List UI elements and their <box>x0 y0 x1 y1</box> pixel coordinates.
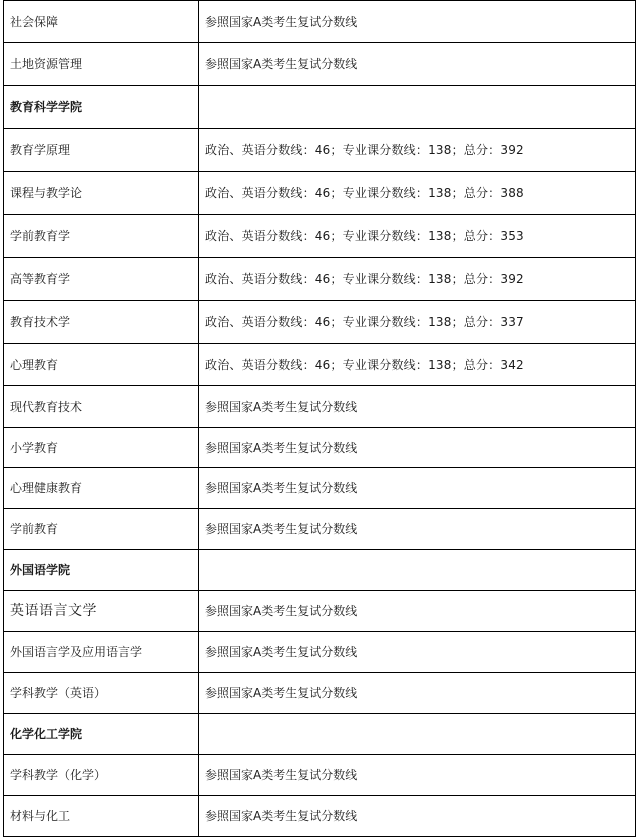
college-header-row <box>4 714 636 755</box>
table-row <box>4 468 636 509</box>
score-cell: 政治、英语分数线：46；专业课分数线：138；总分：337 <box>199 301 636 344</box>
score-cell: 政治、英语分数线：46；专业课分数线：138；总分：392 <box>199 129 636 172</box>
table-row <box>4 755 636 796</box>
table-row <box>4 673 636 714</box>
table-row <box>4 632 636 673</box>
major-cell: 现代教育技术 <box>4 386 199 428</box>
table-row <box>4 43 636 86</box>
table-row <box>4 258 636 301</box>
score-cell: 参照国家A类考生复试分数线 <box>199 43 636 86</box>
major-cell: 学科教学（化学） <box>4 755 199 796</box>
major-cell: 心理教育 <box>4 344 199 386</box>
table-row <box>4 591 636 632</box>
major-cell: 英语语言文学 <box>4 591 199 632</box>
table-row <box>4 1 636 43</box>
table-row <box>4 509 636 550</box>
major-cell: 学科教学（英语） <box>4 673 199 714</box>
major-cell: 教育技术学 <box>4 301 199 344</box>
major-cell: 土地资源管理 <box>4 43 199 86</box>
score-cell: 参照国家A类考生复试分数线 <box>199 632 636 673</box>
major-cell: 材料与化工 <box>4 796 199 837</box>
college-header-row <box>4 86 636 129</box>
table-row <box>4 129 636 172</box>
college-name: 外国语学院 <box>4 550 199 591</box>
score-cell: 参照国家A类考生复试分数线 <box>199 468 636 509</box>
table-row <box>4 796 636 837</box>
table-row <box>4 344 636 386</box>
major-cell: 心理健康教育 <box>4 468 199 509</box>
score-cell: 政治、英语分数线：46；专业课分数线：138；总分：392 <box>199 258 636 301</box>
college-name: 教育科学学院 <box>4 86 199 129</box>
score-cell: 参照国家A类考生复试分数线 <box>199 591 636 632</box>
table-row <box>4 428 636 468</box>
major-cell: 社会保障 <box>4 1 199 43</box>
score-cell: 政治、英语分数线：46；专业课分数线：138；总分：342 <box>199 344 636 386</box>
major-cell: 教育学原理 <box>4 129 199 172</box>
table-row <box>4 215 636 258</box>
score-cell: 政治、英语分数线：46；专业课分数线：138；总分：388 <box>199 172 636 215</box>
score-cell: 参照国家A类考生复试分数线 <box>199 1 636 43</box>
score-cell: 参照国家A类考生复试分数线 <box>199 673 636 714</box>
score-cell <box>199 550 636 591</box>
major-cell: 小学教育 <box>4 428 199 468</box>
score-cell: 政治、英语分数线：46；专业课分数线：138；总分：353 <box>199 215 636 258</box>
college-header-row <box>4 550 636 591</box>
table-row <box>4 172 636 215</box>
major-cell: 高等教育学 <box>4 258 199 301</box>
major-cell: 课程与教学论 <box>4 172 199 215</box>
score-cell: 参照国家A类考生复试分数线 <box>199 386 636 428</box>
score-cell: 参照国家A类考生复试分数线 <box>199 509 636 550</box>
table-row <box>4 301 636 344</box>
score-table <box>3 0 636 837</box>
major-cell: 外国语言学及应用语言学 <box>4 632 199 673</box>
score-cell <box>199 714 636 755</box>
score-cell: 参照国家A类考生复试分数线 <box>199 428 636 468</box>
score-cell: 参照国家A类考生复试分数线 <box>199 755 636 796</box>
college-name: 化学化工学院 <box>4 714 199 755</box>
major-cell: 学前教育学 <box>4 215 199 258</box>
major-cell: 学前教育 <box>4 509 199 550</box>
score-cell: 参照国家A类考生复试分数线 <box>199 796 636 837</box>
score-cell <box>199 86 636 129</box>
table-row <box>4 386 636 428</box>
